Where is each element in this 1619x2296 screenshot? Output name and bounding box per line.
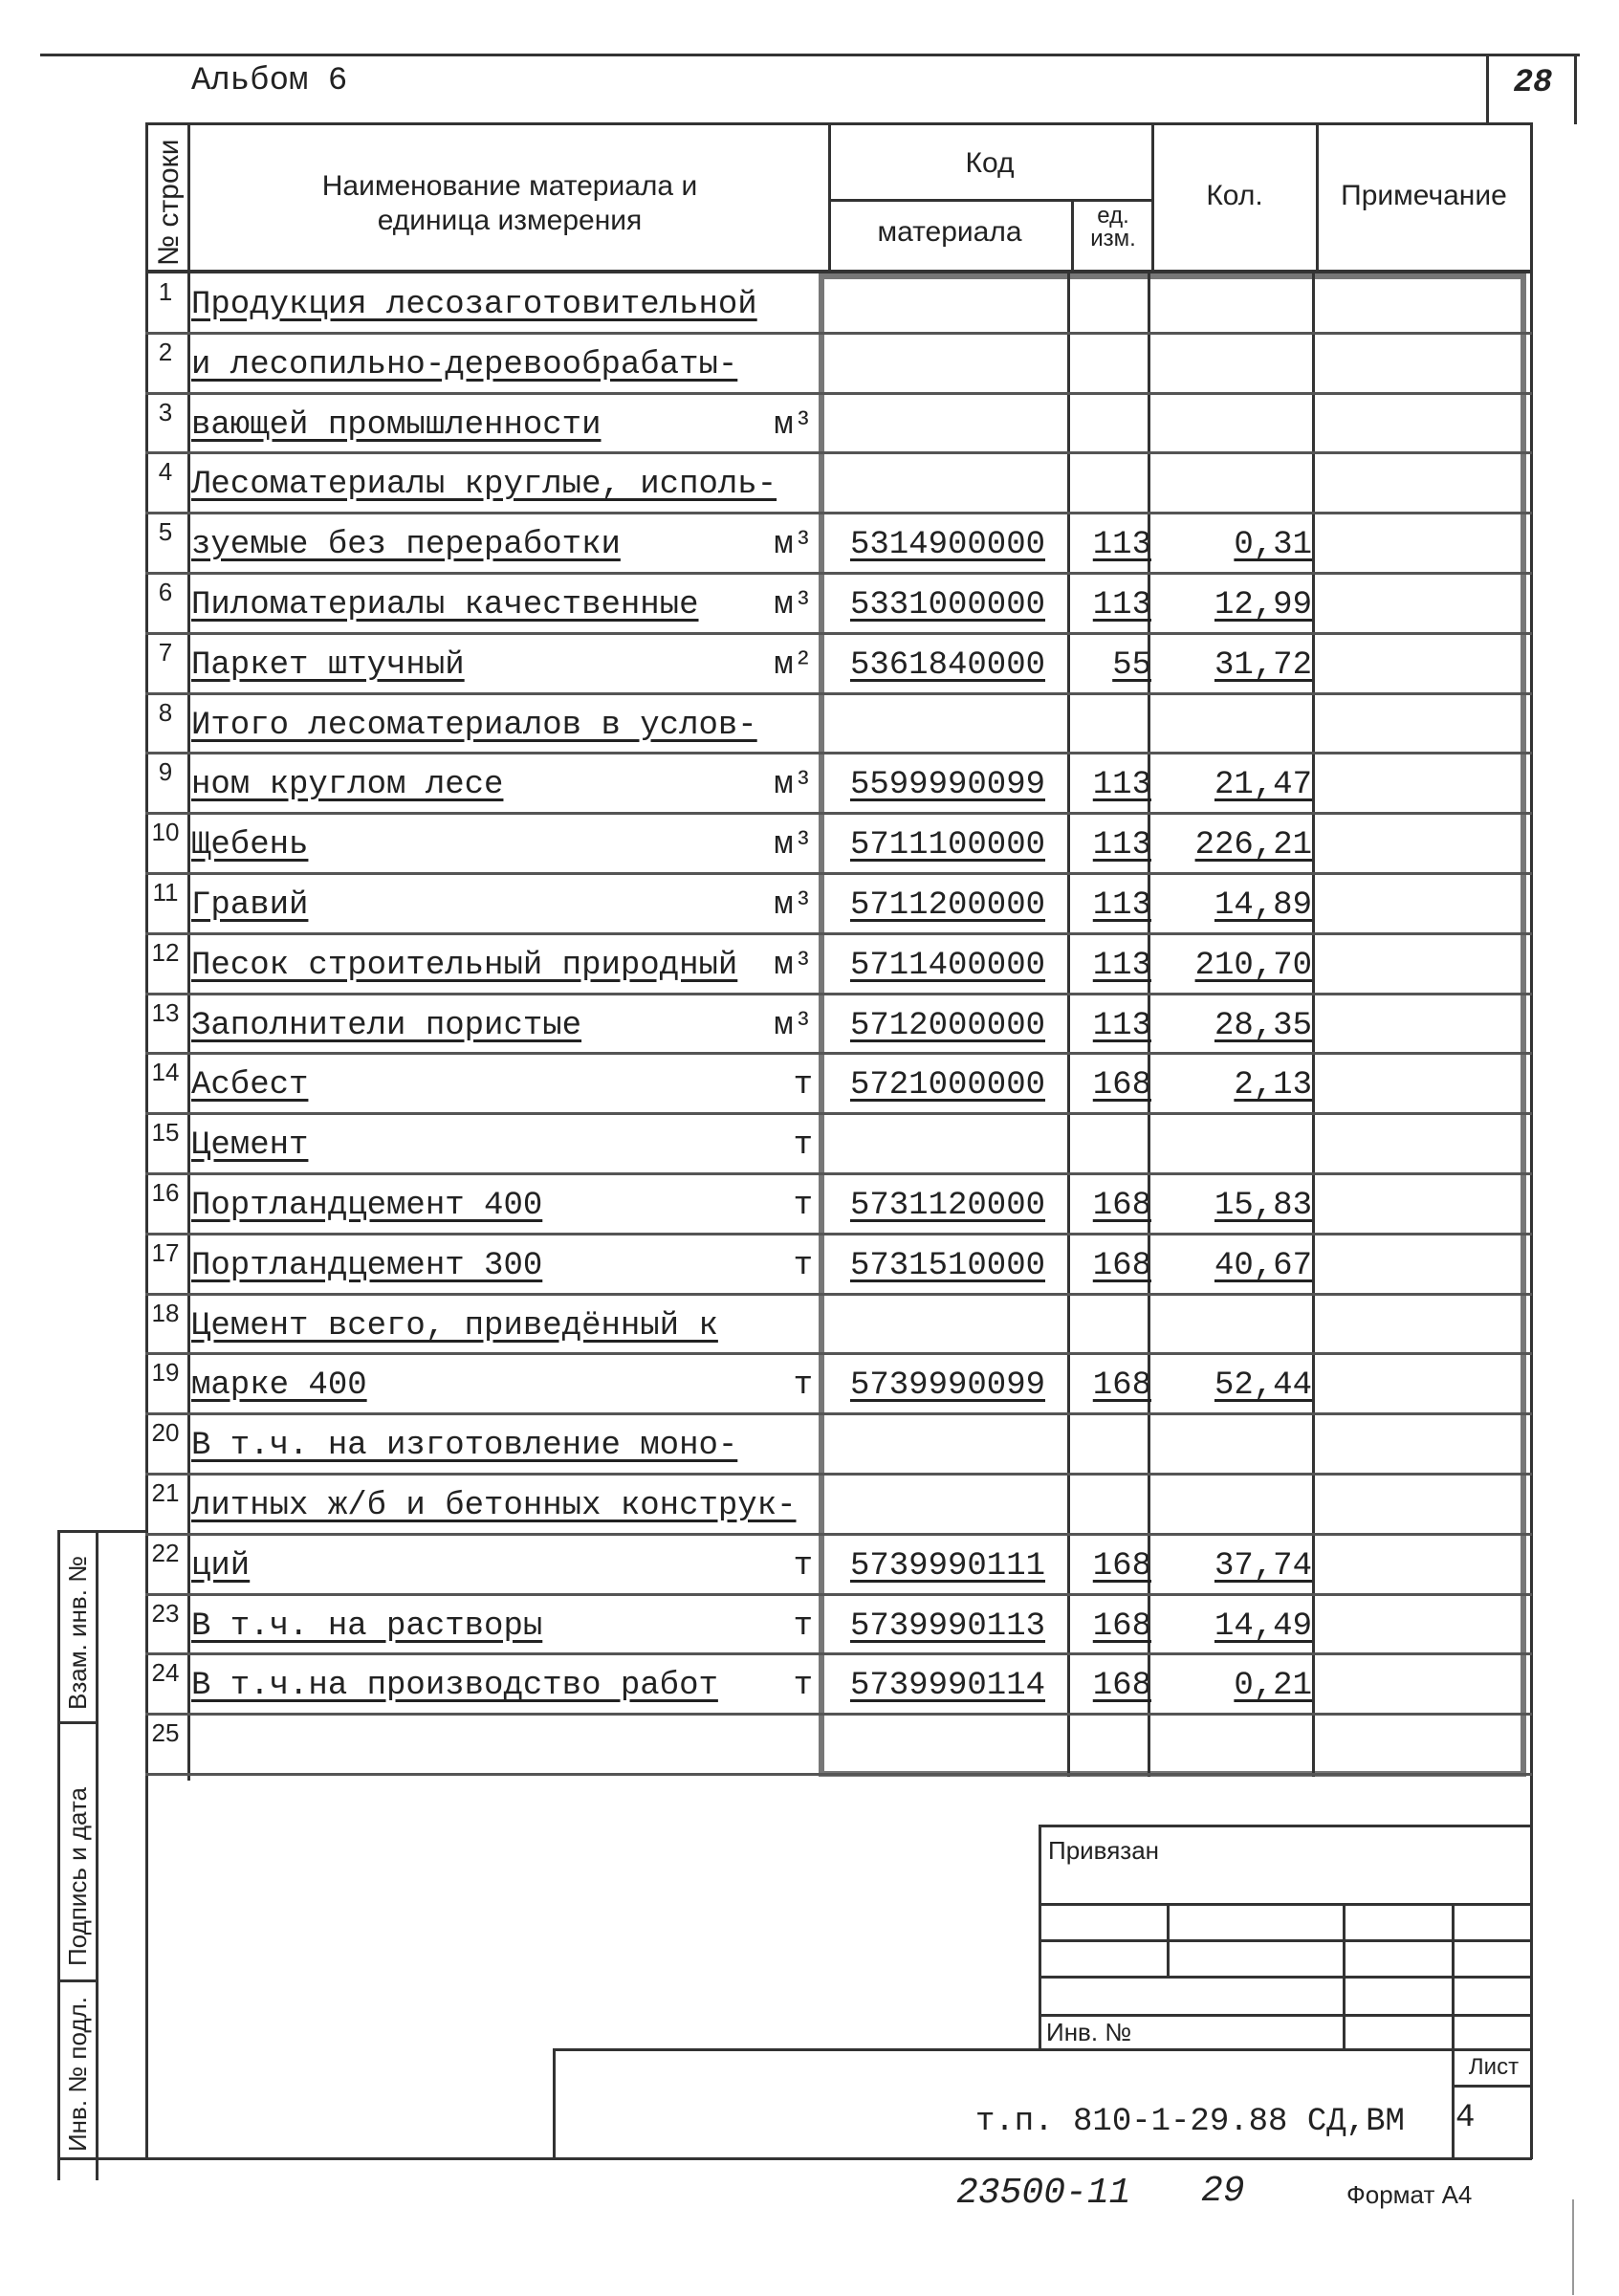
stamp-grid-h3 bbox=[1039, 1976, 1532, 1979]
row-unit-code: 113 bbox=[1092, 527, 1151, 564]
row-separator bbox=[145, 1293, 1532, 1296]
document-designation: т.п. 810-1-29.88 СД,ВМ bbox=[975, 2104, 1405, 2140]
row-quantity: 2,13 bbox=[1234, 1067, 1312, 1104]
row-material-name: Лесоматериалы круглые, исполь- bbox=[191, 467, 777, 504]
row-number: 8 bbox=[158, 697, 173, 727]
row-material-name: Заполнители пористые bbox=[191, 1007, 582, 1044]
row-number: 22 bbox=[151, 1538, 180, 1567]
side-label-inv-podl: Инв. № подл. bbox=[63, 1997, 92, 2152]
row-unit: м³ bbox=[774, 767, 813, 804]
header-code-unit: ед. изм. bbox=[1090, 203, 1136, 251]
table-top-line bbox=[145, 122, 1532, 125]
row-quantity: 14,89 bbox=[1214, 887, 1312, 924]
stamp-grid-h4 bbox=[1039, 2014, 1532, 2017]
row-number: 2 bbox=[158, 337, 173, 366]
stamp-grid-h1 bbox=[1039, 1903, 1532, 1906]
row-unit: м³ bbox=[774, 1007, 813, 1044]
header-qty: Кол. bbox=[1206, 180, 1263, 211]
row-separator bbox=[145, 1533, 1532, 1536]
row-separator bbox=[145, 1773, 1532, 1776]
row-number: 7 bbox=[158, 637, 173, 667]
list-box-left bbox=[1452, 2048, 1455, 2159]
row-separator bbox=[145, 1233, 1532, 1235]
row-unit: м³ bbox=[774, 827, 813, 864]
row-unit: м² bbox=[774, 646, 813, 684]
row-material-code: 5711100000 bbox=[849, 827, 1046, 864]
row-separator bbox=[145, 392, 1532, 395]
row-separator bbox=[145, 1412, 1532, 1415]
row-number: 14 bbox=[151, 1058, 180, 1087]
row-number: 18 bbox=[151, 1298, 180, 1327]
row-separator bbox=[145, 1473, 1532, 1476]
row-material-name: Цемент всего, приведённый к bbox=[191, 1307, 718, 1345]
body-div-note bbox=[1312, 273, 1315, 1777]
row-separator bbox=[145, 1112, 1532, 1115]
stamp-inv-label: Инв. № bbox=[1046, 2018, 1132, 2046]
row-material-name: вающей промышленности bbox=[191, 406, 602, 444]
row-unit-code: 168 bbox=[1092, 1668, 1151, 1705]
header-note: Примечание bbox=[1341, 180, 1507, 211]
side-strip-div1 bbox=[57, 1721, 98, 1724]
row-separator bbox=[145, 993, 1532, 995]
row-number: 19 bbox=[151, 1358, 180, 1388]
row-material-code: 5331000000 bbox=[849, 587, 1046, 623]
stamp-grid-v2 bbox=[1343, 1903, 1346, 2050]
header-name-line1: Наименование материала и bbox=[321, 170, 698, 202]
row-separator bbox=[145, 451, 1532, 454]
row-number: 11 bbox=[152, 878, 179, 907]
row-number: 9 bbox=[158, 757, 173, 787]
row-unit-code: 113 bbox=[1092, 587, 1151, 623]
row-number: 24 bbox=[151, 1658, 180, 1688]
format-label: Формат А4 bbox=[1346, 2180, 1473, 2209]
main-stamp-top bbox=[553, 2048, 1532, 2051]
row-unit-code: 168 bbox=[1092, 1247, 1151, 1284]
row-separator bbox=[145, 692, 1532, 695]
row-material-name: Итого лесоматериалов в услов- bbox=[191, 707, 757, 744]
row-quantity: 40,67 bbox=[1214, 1247, 1312, 1284]
row-material-code: 5731120000 bbox=[849, 1188, 1046, 1224]
row-unit-code: 113 bbox=[1092, 887, 1151, 924]
right-trim-line bbox=[1572, 2199, 1574, 2295]
list-label: Лист bbox=[1468, 2054, 1520, 2080]
row-number: 3 bbox=[158, 397, 173, 426]
side-label-vzam: Взам. инв. № bbox=[63, 1555, 92, 1710]
row-material-name: литных ж/б и бетонных конструк- bbox=[191, 1488, 797, 1524]
row-separator bbox=[145, 332, 1532, 335]
row-number: 15 bbox=[151, 1118, 180, 1148]
row-number: 21 bbox=[151, 1478, 180, 1507]
row-number: 12 bbox=[151, 937, 180, 967]
row-unit: т bbox=[793, 1607, 813, 1645]
row-number: 20 bbox=[151, 1418, 180, 1448]
stamp-grid-v1 bbox=[1167, 1903, 1170, 1978]
row-unit-code: 168 bbox=[1092, 1067, 1151, 1104]
row-quantity: 0,31 bbox=[1234, 527, 1312, 564]
side-label-podpis: Подпись и дата bbox=[63, 1786, 92, 1966]
stamp-privyazan-label: Привязан bbox=[1048, 1836, 1160, 1865]
row-separator bbox=[145, 1352, 1532, 1355]
row-number: 13 bbox=[151, 997, 180, 1027]
row-material-name: Паркет штучный bbox=[191, 646, 465, 684]
row-unit-code: 113 bbox=[1092, 767, 1151, 804]
stamp-grid-v3 bbox=[1452, 1903, 1455, 2050]
row-unit: т bbox=[793, 1247, 813, 1284]
list-value: 4 bbox=[1455, 2100, 1476, 2136]
row-material-code: 5721000000 bbox=[849, 1067, 1046, 1104]
handwritten-number: 23500-11 bbox=[956, 2173, 1131, 2214]
row-material-code: 5739990111 bbox=[849, 1547, 1046, 1585]
row-material-code: 5711400000 bbox=[849, 947, 1046, 984]
handwritten-page: 29 bbox=[1201, 2171, 1245, 2212]
row-material-name: Асбест bbox=[191, 1067, 309, 1104]
row-quantity: 12,99 bbox=[1214, 587, 1312, 623]
row-number: 10 bbox=[151, 818, 180, 847]
outer-right-line bbox=[1530, 122, 1533, 2159]
row-material-code: 5314900000 bbox=[849, 527, 1046, 564]
row-material-name: марке 400 bbox=[191, 1367, 367, 1405]
row-unit-code: 168 bbox=[1092, 1367, 1151, 1405]
page-number: 28 bbox=[1513, 65, 1553, 101]
stamp-grid-h2 bbox=[1039, 1939, 1532, 1942]
row-number: 23 bbox=[151, 1598, 180, 1628]
row-separator bbox=[145, 932, 1532, 935]
row-unit-code: 168 bbox=[1092, 1188, 1151, 1224]
side-strip-bottom bbox=[57, 2157, 1532, 2160]
top-border bbox=[40, 54, 1580, 56]
row-quantity: 0,21 bbox=[1234, 1668, 1312, 1705]
row-unit: м³ bbox=[774, 947, 813, 984]
row-material-name: ном круглом лесе bbox=[191, 767, 504, 804]
row-material-name: и лесопильно-деревообрабаты- bbox=[191, 346, 738, 383]
row-separator bbox=[145, 1713, 1532, 1716]
row-number: 1 bbox=[158, 277, 173, 306]
header-row-no: № строки bbox=[153, 139, 185, 266]
main-stamp-left bbox=[553, 2048, 556, 2159]
side-strip-top bbox=[57, 1530, 147, 1533]
side-strip-left bbox=[57, 1530, 60, 2180]
list-box-divider bbox=[1452, 2085, 1532, 2088]
row-separator bbox=[145, 872, 1532, 875]
row-material-code: 5739990113 bbox=[849, 1607, 1046, 1645]
row-material-code: 5599990099 bbox=[849, 767, 1046, 804]
row-separator bbox=[145, 1172, 1532, 1175]
row-unit: т bbox=[793, 1367, 813, 1405]
row-material-name: Песок строительный природный bbox=[191, 947, 738, 984]
row-unit-code: 113 bbox=[1092, 1007, 1151, 1044]
row-quantity: 28,35 bbox=[1214, 1007, 1312, 1044]
row-quantity: 37,74 bbox=[1214, 1547, 1312, 1585]
body-div-unit bbox=[1067, 273, 1070, 1777]
row-material-name: Портландцемент 400 bbox=[191, 1188, 543, 1224]
row-quantity: 15,83 bbox=[1214, 1188, 1312, 1224]
row-material-name: Гравий bbox=[191, 887, 309, 924]
row-number: 6 bbox=[158, 578, 173, 606]
row-material-name: Портландцемент 300 bbox=[191, 1247, 543, 1284]
row-number: 5 bbox=[158, 517, 173, 547]
header-div-unit bbox=[1071, 201, 1074, 270]
row-separator bbox=[145, 1652, 1532, 1655]
row-separator bbox=[145, 572, 1532, 575]
stamp-privyazan-top bbox=[1039, 1825, 1532, 1827]
header-code: Код bbox=[965, 147, 1015, 179]
row-number: 4 bbox=[158, 457, 173, 487]
row-material-code: 5712000000 bbox=[849, 1007, 1046, 1044]
row-material-name: Пиломатериалы качественные bbox=[191, 587, 699, 623]
row-quantity: 21,47 bbox=[1214, 767, 1312, 804]
row-material-name: Продукция лесозаготовительной bbox=[191, 287, 757, 323]
row-quantity: 14,49 bbox=[1214, 1607, 1312, 1645]
row-material-name: В т.ч. на изготовление моно- bbox=[191, 1428, 738, 1465]
row-material-code: 5731510000 bbox=[849, 1247, 1046, 1284]
page-number-box-left bbox=[1486, 54, 1489, 124]
header-code-material: материала bbox=[877, 216, 1022, 248]
row-unit: м³ bbox=[774, 527, 813, 564]
row-quantity: 226,21 bbox=[1194, 827, 1312, 864]
row-number: 17 bbox=[151, 1237, 180, 1267]
row-material-name: зуемые без переработки bbox=[191, 527, 621, 564]
page-number-box-right bbox=[1574, 54, 1577, 124]
row-number: 16 bbox=[151, 1178, 180, 1207]
row-material-code: 5739990114 bbox=[849, 1668, 1046, 1705]
album-title: Альбом 6 bbox=[191, 63, 348, 99]
row-unit-code: 113 bbox=[1092, 947, 1151, 984]
row-material-name: Цемент bbox=[191, 1127, 309, 1165]
row-material-name: ций bbox=[191, 1547, 251, 1585]
row-material-name: В т.ч. на растворы bbox=[191, 1607, 543, 1645]
row-unit: м³ bbox=[774, 587, 813, 623]
row-unit: т bbox=[793, 1067, 813, 1104]
header-name-line2: единица измерения bbox=[377, 205, 643, 236]
row-material-name: В т.ч.на производство работ bbox=[191, 1668, 718, 1705]
row-unit-code: 113 bbox=[1092, 827, 1151, 864]
side-strip-right bbox=[96, 1530, 98, 2180]
row-unit: т bbox=[793, 1547, 813, 1585]
row-material-code: 5361840000 bbox=[849, 646, 1046, 684]
row-unit: т bbox=[793, 1668, 813, 1705]
row-quantity: 31,72 bbox=[1214, 646, 1312, 684]
row-unit-code: 168 bbox=[1092, 1607, 1151, 1645]
side-strip-div2 bbox=[57, 1979, 98, 1982]
row-unit: т bbox=[793, 1188, 813, 1224]
row-unit: м³ bbox=[774, 406, 813, 444]
inner-left-extension bbox=[145, 1779, 148, 2159]
row-separator bbox=[145, 512, 1532, 514]
row-material-code: 5711200000 bbox=[849, 887, 1046, 924]
row-unit: м³ bbox=[774, 887, 813, 924]
row-unit-code: 55 bbox=[1112, 646, 1151, 684]
row-quantity: 52,44 bbox=[1214, 1367, 1312, 1405]
row-separator bbox=[145, 632, 1532, 635]
row-unit: т bbox=[793, 1127, 813, 1165]
row-separator bbox=[145, 1593, 1532, 1596]
row-separator bbox=[145, 1052, 1532, 1055]
row-material-code: 5739990099 bbox=[849, 1367, 1046, 1405]
row-separator bbox=[145, 812, 1532, 815]
header-code-split bbox=[828, 199, 1153, 202]
row-quantity: 210,70 bbox=[1194, 947, 1312, 984]
row-number: 25 bbox=[151, 1718, 180, 1748]
row-unit-code: 168 bbox=[1092, 1547, 1151, 1585]
row-material-name: Щебень bbox=[191, 827, 309, 864]
row-separator bbox=[145, 752, 1532, 754]
